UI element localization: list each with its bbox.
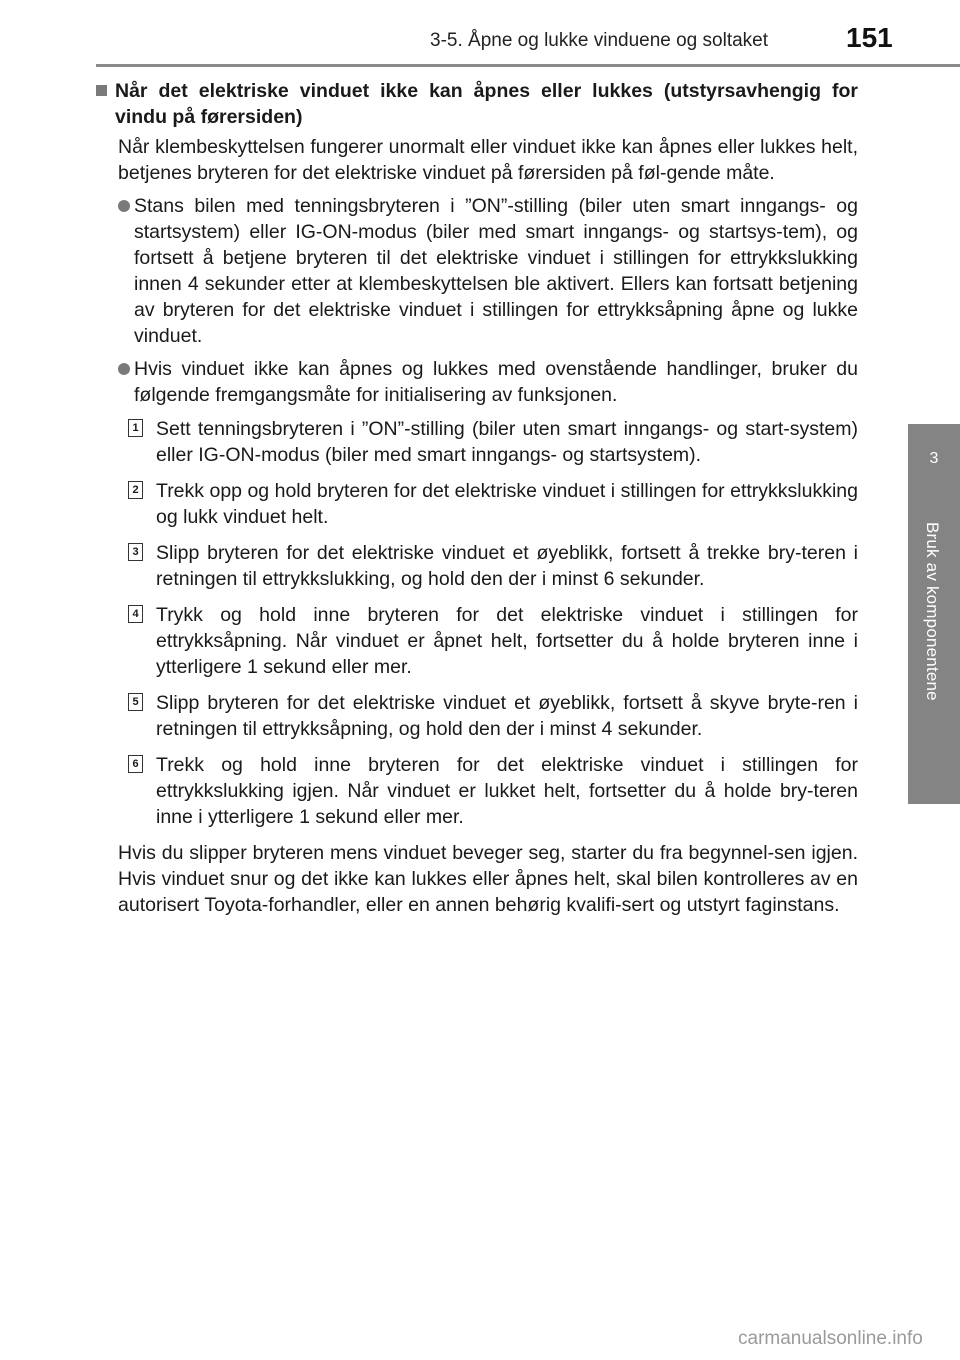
step-text: Trekk og hold inne bryteren for det elektriske vinduet i stillingen for ettrykkslukking igjen. Når vinduet er lukket helt, fortsetter du å holde bry-teren inne i ytterligere 1 sekund eller mer.: [156, 754, 858, 828]
step-text: Trekk opp og hold bryteren for det elektriske vinduet i stillingen for ettrykkslukking og lukk vinduet helt.: [156, 480, 858, 528]
step-number-badge: 4: [128, 605, 143, 623]
chapter-side-tab: [908, 424, 960, 804]
step-item: [128, 752, 858, 830]
step-number-badge: 5: [128, 693, 143, 711]
page-header-title: 3-5. Åpne og lukke vinduene og soltaket: [430, 30, 769, 51]
bullet-text: Hvis vinduet ikke kan åpnes og lukkes med ovenstående handlinger, bruker du følgende fremgangsmåte for initialisering av funksjonen.: [134, 358, 858, 406]
circle-bullet-icon: [118, 363, 130, 375]
chapter-label: Bruk av komponentene: [923, 522, 942, 701]
step-list: [128, 416, 858, 830]
header-divider: [96, 64, 960, 67]
step-item: [128, 602, 858, 680]
closing-paragraph: Hvis du slipper bryteren mens vinduet beveger seg, starter du fra begynnel-sen igjen. Hvis vinduet snur og det ikke kan lukkes eller åpnes helt, skal bilen kontrolleres av en autorisert Toyota-forhandler, eller en annen behørig kvalifi-sert og utstyrt faginstans.: [118, 842, 858, 916]
section-heading: Når det elektriske vinduet ikke kan åpnes eller lukkes (utstyrsavhengig for vindu på førersiden): [115, 80, 858, 128]
step-text: Slipp bryteren for det elektriske vinduet et øyeblikk, fortsett å trekke bry-teren i retningen til ettrykkslukking, og hold den der i minst 6 sekunder.: [156, 542, 858, 590]
page-number: 151: [846, 22, 893, 53]
step-number-badge: 2: [128, 481, 143, 499]
bullet-text: Stans bilen med tenningsbryteren i ”ON”-stilling (biler uten smart inngangs- og startsystem) eller IG-ON-modus (biler med smart inngangs- og startsys-tem), og fortsett å betjene bryteren til det elektriske vinduet i stillingen for ettrykkslukking innen 4 sekunder etter at klembeskyttelsen ble aktivert. Ellers kan fortsatt betjening av bryteren for det elektriske vinduet i stillingen for ettrykksåpning åpne og lukke vinduet.: [134, 195, 858, 347]
step-number-badge: 3: [128, 543, 143, 561]
chapter-number: 3: [929, 450, 939, 467]
step-item: [128, 540, 858, 592]
bullet-item: [118, 193, 858, 349]
intro-paragraph: Når klembeskyttelsen fungerer unormalt eller vinduet ikke kan åpnes eller lukkes helt, betjenes bryteren for det elektriske vinduet på førersiden på føl-gende måte.: [118, 136, 858, 184]
step-item: [128, 478, 858, 530]
bullet-item: [118, 356, 858, 408]
circle-bullet-icon: [118, 200, 130, 212]
page-content: [96, 78, 858, 918]
step-text: Slipp bryteren for det elektriske vinduet et øyeblikk, fortsett å skyve bryte-ren i retningen til ettrykksåpning, og hold den der i minst 4 sekunder.: [156, 692, 858, 740]
step-item: [128, 690, 858, 742]
step-item: [128, 416, 858, 468]
section-heading-row: [96, 78, 858, 130]
square-bullet-icon: [96, 85, 107, 96]
step-number-badge: 6: [128, 755, 143, 773]
step-text: Sett tenningsbryteren i ”ON”-stilling (biler uten smart inngangs- og start-system) eller IG-ON-modus (biler med smart inngangs- og startsystem).: [156, 418, 858, 466]
watermark: carmanualsonline.info: [738, 1328, 923, 1349]
step-text: Trykk og hold inne bryteren for det elektriske vinduet i stillingen for ettrykksåpning. Når vinduet er åpnet helt, fortsetter du å holde bryteren inne i ytterligere 1 sekund eller mer.: [156, 604, 858, 678]
step-number-badge: 1: [128, 419, 143, 437]
